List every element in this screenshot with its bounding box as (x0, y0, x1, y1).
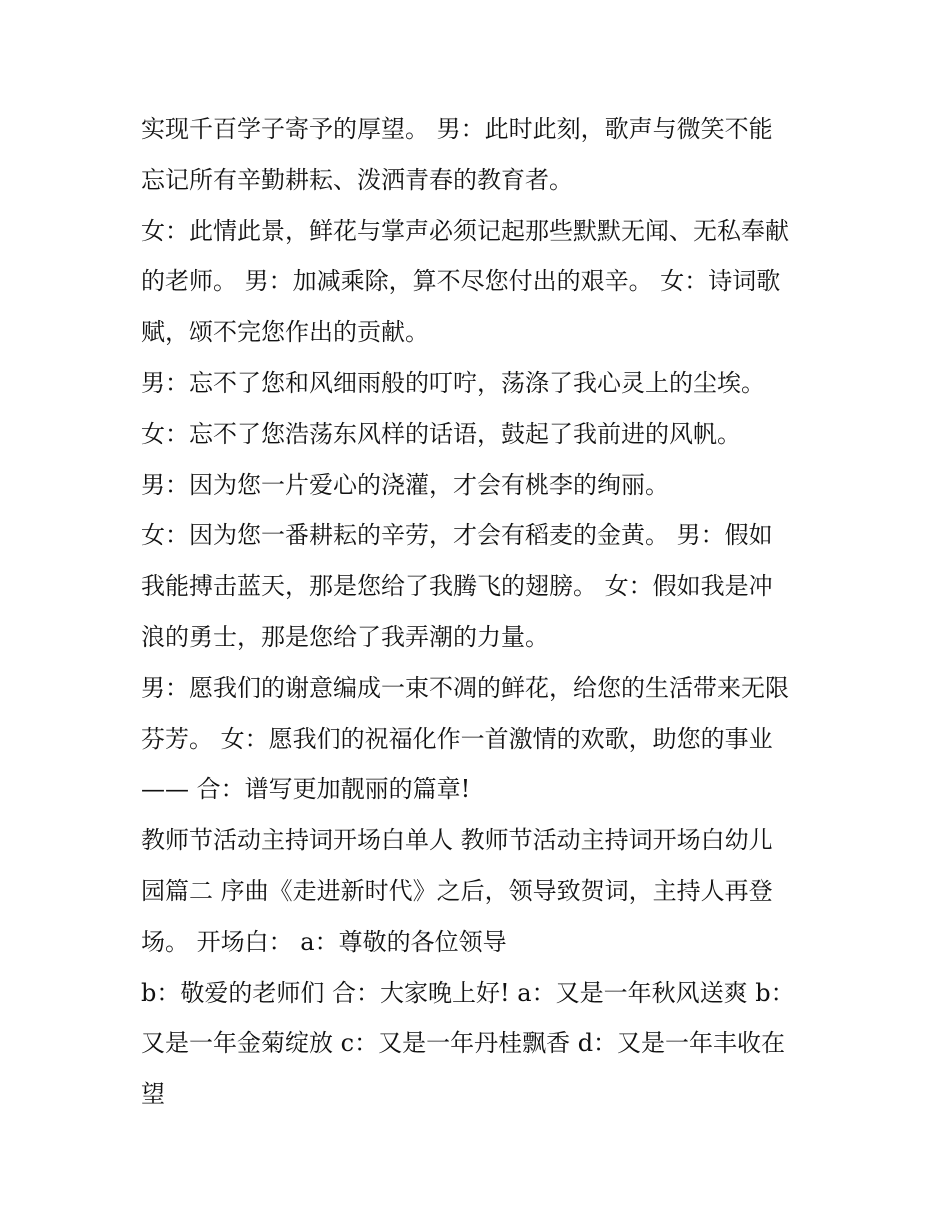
text-line: —— 合：谱写更加靓丽的篇章! (141, 775, 471, 804)
text-line: 实现千百学子寄予的厚望。 男：此时此刻，歌声与微笑不能 (141, 115, 773, 143)
text-line: 女：忘不了您浩荡东风样的话语，鼓起了我前进的风帆。 (141, 419, 741, 448)
text-line: 忘记所有辛勤耕耘、泼洒青春的教育者。 (141, 165, 573, 194)
document-body (141, 104, 821, 1120)
text-line: 望 (141, 1080, 165, 1109)
text-line: 男：因为您一片爱心的浇灌，才会有桃李的绚丽。 (141, 470, 669, 499)
text-line: 女：因为您一番耕耘的辛劳，才会有稻麦的金黄。 男：假如 (141, 521, 773, 550)
text-line: 男：忘不了您和风细雨般的叮咛，荡涤了我心灵上的尘埃。 (141, 368, 765, 397)
text-line: 男：愿我们的谢意编成一束不凋的鲜花，给您的生活带来无限 (141, 673, 789, 702)
text-line: 赋，颂不完您作出的贡献。 (141, 318, 429, 347)
text-line: 园篇二 序曲《走进新时代》之后，领导致贺词，主持人再登 (141, 876, 773, 905)
text-line: 我能搏击蓝天，那是您给了我腾飞的翅膀。 女：假如我是冲 (141, 572, 773, 601)
text-line: 的老师。 男：加减乘除，算不尽您付出的艰辛。 女：诗词歌 (141, 267, 781, 296)
text-line: 场。 开场白： a：尊敬的各位领导 (141, 927, 507, 956)
text-line: 浪的勇士，那是您给了我弄潮的力量。 (141, 622, 549, 651)
text-line: b：敬爱的老师们 合：大家晚上好! a：又是一年秋风送爽 b： (141, 978, 795, 1007)
text-line: 芬芳。 女：愿我们的祝福化作一首激情的欢歌，助您的事业 (141, 724, 773, 753)
text-line: 教师节活动主持词开场白单人 教师节活动主持词开场白幼儿 (141, 826, 773, 855)
text-line: 又是一年金菊绽放 c：又是一年丹桂飘香 d：又是一年丰收在 (141, 1029, 786, 1058)
text-line: 女：此情此景，鲜花与掌声必须记起那些默默无闻、无私奉献 (141, 216, 789, 245)
